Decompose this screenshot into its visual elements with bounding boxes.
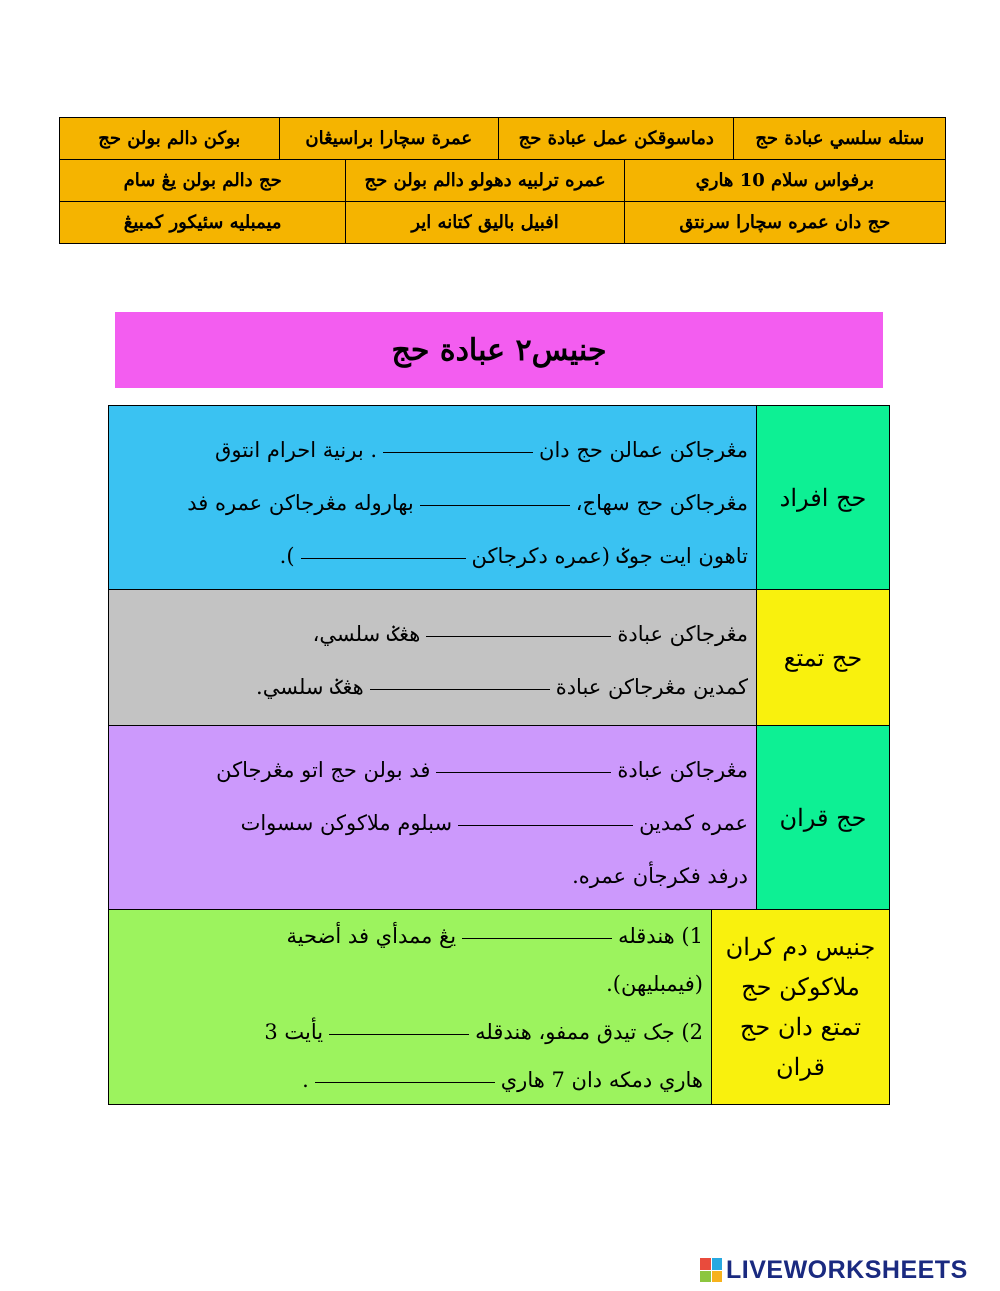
text-segment: يڠ ممدأي فد أضحية — [286, 924, 457, 948]
qiran-content — [109, 726, 757, 909]
tamattu-content — [109, 590, 757, 725]
word-bank-cell[interactable]: ميمبليه سئيکور کمبيڠ — [123, 212, 282, 233]
word-bank-row — [60, 118, 945, 160]
text-segment: سبلوم ملاکوکن سسوات — [240, 811, 453, 835]
text-segment: تاهون ايت جوݢ (عمره دکرجاکن — [471, 544, 748, 568]
word-bank-cell[interactable]: دماسوقكن عمل عبادة حج — [498, 118, 733, 159]
word-bank-cell[interactable]: حج دان عمره سچارا سرنتق — [624, 202, 945, 243]
logo-text: LIVEWORKSHEETS — [726, 1255, 968, 1284]
label-ifrad: حج افراد — [757, 406, 889, 589]
word-bank-cell[interactable]: بوکن دالم بولن حج — [98, 128, 241, 149]
text-segment: يأيت 3 — [264, 1020, 324, 1044]
word-bank — [59, 117, 946, 244]
table-row-ifrad — [109, 406, 889, 590]
answer-blank[interactable] — [458, 824, 633, 826]
text-segment: عمره کمدين — [639, 811, 748, 835]
word-bank-cell[interactable]: افبيل باليق کتانه اير — [345, 202, 623, 243]
answer-blank[interactable] — [301, 557, 466, 559]
label-qiran: حج قران — [757, 726, 889, 909]
answer-blank[interactable] — [436, 771, 611, 773]
text-segment: فد بولن حج اتو مڠرجاکن — [216, 758, 431, 782]
text-segment: درفد فکرجأن عمره. — [572, 864, 748, 888]
table-row-dam — [109, 910, 889, 1104]
text-segment: ). — [279, 544, 295, 568]
answer-blank[interactable] — [462, 937, 612, 939]
answer-blank[interactable] — [383, 451, 533, 453]
word-bank-cell[interactable]: حج دالم بولن يڠ سام — [123, 170, 282, 191]
table-row-tamattu — [109, 590, 889, 726]
word-bank-row — [60, 160, 945, 202]
word-bank-cell[interactable]: عمرة سچارا براسيڠان — [279, 118, 499, 159]
answer-blank[interactable] — [420, 504, 570, 506]
text-segment: 1) هندقله — [618, 924, 703, 948]
ifrad-content — [109, 406, 757, 589]
text-segment: مڠرجاکن عبادة — [617, 758, 748, 782]
answer-blank[interactable] — [426, 635, 611, 637]
text-segment: (فيمبليهن). — [606, 972, 703, 996]
text-segment: مڠرجاکن حج سهاج، — [575, 491, 748, 515]
text-segment: هڠݢ سلسي، — [312, 622, 421, 646]
text-segment: مڠرجاکن عبادة — [617, 622, 748, 646]
dam-content — [109, 910, 712, 1104]
text-segment: . — [302, 1068, 309, 1092]
logo-icon — [700, 1258, 722, 1282]
answer-blank[interactable] — [370, 688, 550, 690]
page-title: جنيس٢ عبادة حج — [115, 312, 883, 388]
text-segment: 2) جک تيدق ممفو، هندقله — [475, 1020, 703, 1044]
text-segment: مڠرجاکن عمالن حج دان — [539, 438, 748, 462]
text-segment: . برنية احرام انتوق — [215, 438, 378, 462]
label-dam: جنيس دم کران ملاکوکن حج تمتع دان حج قران — [712, 910, 889, 1104]
hajj-types-table — [108, 405, 890, 1105]
liveworksheets-logo — [700, 1255, 995, 1285]
answer-blank[interactable] — [315, 1081, 495, 1083]
text-segment: هڠݢ سلسي. — [256, 675, 364, 699]
label-tamattu: حج تمتع — [757, 590, 889, 725]
word-bank-cell[interactable]: عمره ترلبيه دهولو دالم بولن حج — [345, 160, 623, 201]
word-bank-cell[interactable]: برفواس سلام 10 هاري — [624, 160, 945, 201]
answer-blank[interactable] — [329, 1033, 469, 1035]
text-segment: کمدين مڠرجاکن عبادة — [555, 675, 748, 699]
text-segment: هاري دمکه دان 7 هاري — [500, 1068, 703, 1092]
text-segment: بهاروله مڠرجاکن عمره فد — [187, 491, 414, 515]
table-row-qiran — [109, 726, 889, 910]
word-bank-row — [60, 202, 945, 243]
word-bank-cell[interactable]: ستله سلسي عبادة حج — [733, 118, 945, 159]
